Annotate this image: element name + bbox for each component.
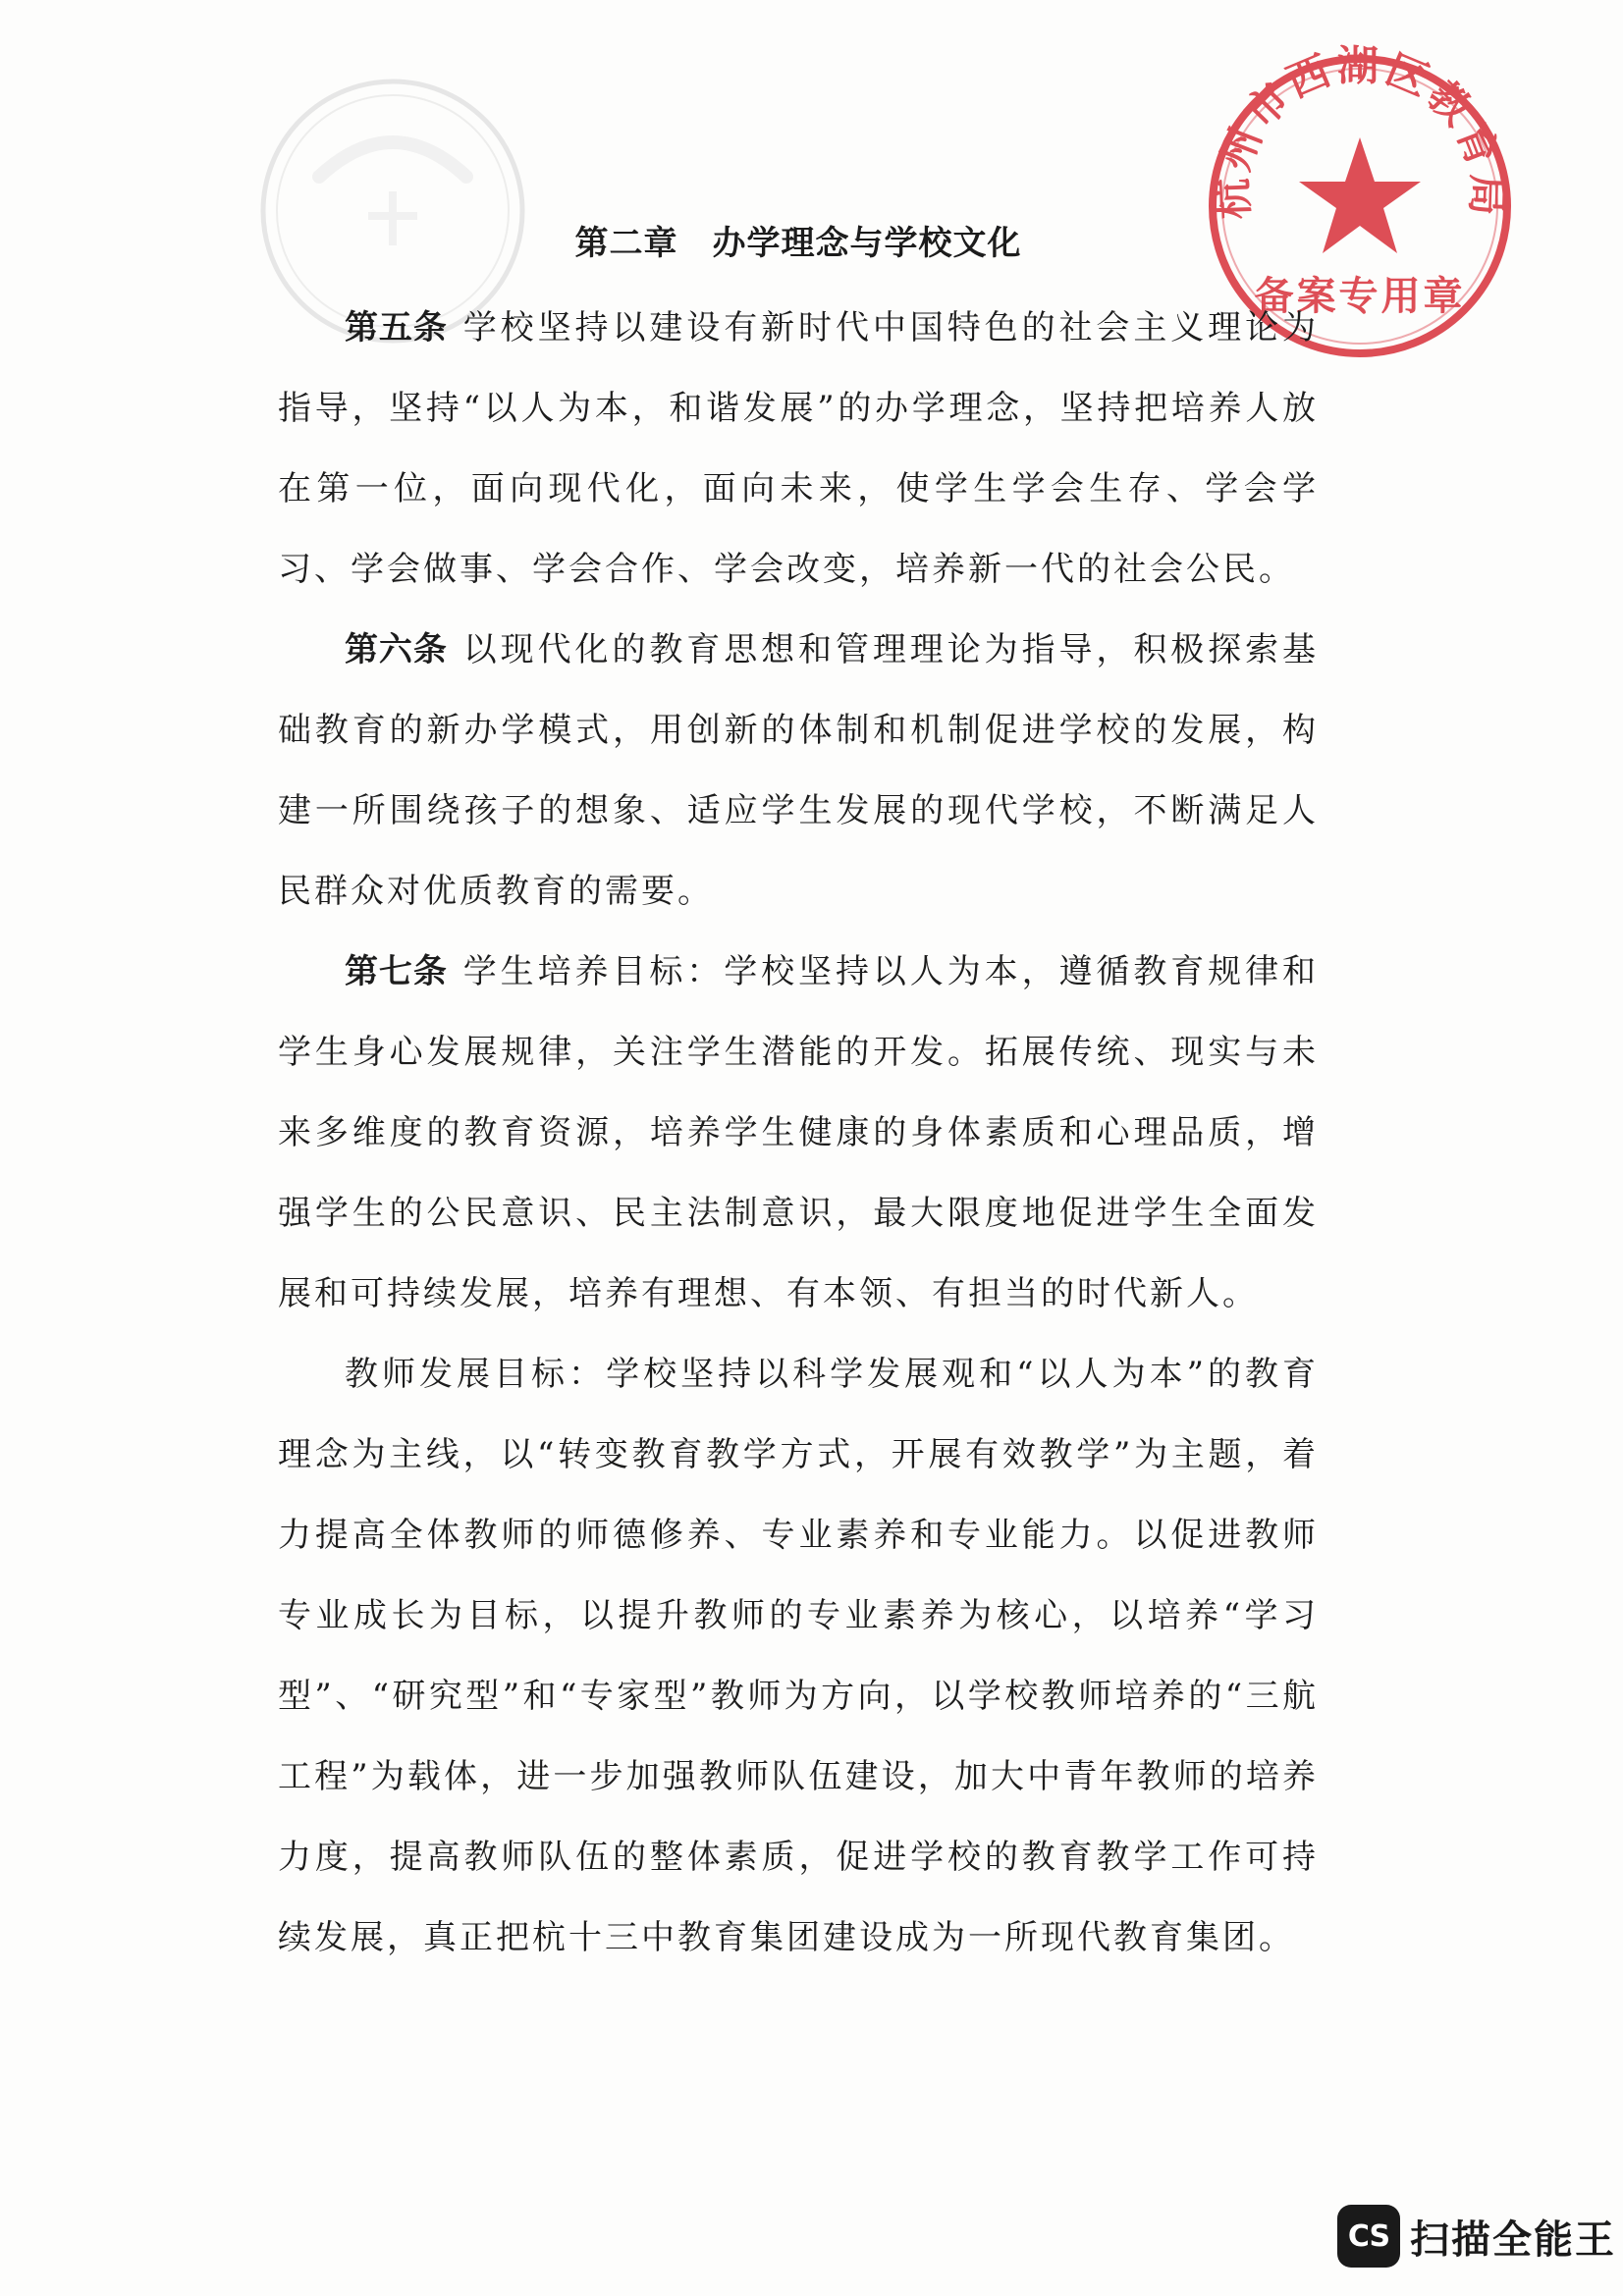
article-label: 第七条: [345, 952, 448, 991]
camscanner-watermark: [1337, 2204, 1616, 2269]
svg-text:杭州市西湖区教育局: 杭州市西湖区教育局: [1208, 41, 1512, 221]
article-5: [278, 288, 1319, 610]
article-7: [278, 932, 1319, 1334]
article-text: 学校坚持以建设有新时代中国特色的社会主义理论为指导，坚持“以人为本，和谐发展”的办学理念，坚持把培养人放在第一位，面向现代化，面向未来，使学生学会生存、学会学习、学会做事、学会合作、学会改变，培养新一代的社会公民。: [278, 308, 1320, 589]
document-body: [278, 201, 1319, 1978]
article-label: 第五条: [345, 308, 448, 347]
chapter-title: 第二章 办学理念与学校文化: [574, 224, 1022, 263]
watermark-label: 扫描全能王: [1410, 2216, 1616, 2263]
article-text: 以现代化的教育思想和管理理论为指导，积极探索基础教育的新办学模式，用创新的体制和机制促进学校的发展，构建一所围绕孩子的想象、适应学生发展的现代学校，不断满足人民群众对优质教育的需要。: [278, 630, 1320, 911]
teacher-goals-paragraph: 教师发展目标：学校坚持以科学发展观和“以人为本”的教育理念为主线，以“转变教育教学方式，开展有效教学”为主题，着力提高全体教师的师德修养、专业素养和专业能力。以促进教师专业成长为目标，以提升教师的专业素养为核心，以培养“学习型”、“研究型”和“专家型”教师为方向，以学校教师培养的“三航工程”为载体，进一步加强教师队伍建设，加大中青年教师的培养力度，提高教师队伍的整体素质，促进学校的教育教学工作可持续发展，真正把杭十三中教育集团建设成为一所现代教育集团。: [278, 1355, 1319, 1957]
svg-text:备案专用章: 备案专用章: [1254, 274, 1466, 319]
article-6: [278, 610, 1319, 932]
article-label: 第六条: [345, 630, 448, 669]
camscanner-logo-icon: CS: [1337, 2205, 1400, 2268]
article-text: 学生培养目标：学校坚持以人为本，遵循教育规律和学生身心发展规律，关注学生潜能的开发。拓展传统、现实与未来多维度的教育资源，培养学生健康的身体素质和心理品质，增强学生的公民意识、民主法制意识，最大限度地促进学生全面发展和可持续发展，培养有理想、有本领、有担当的时代新人。: [278, 952, 1320, 1313]
